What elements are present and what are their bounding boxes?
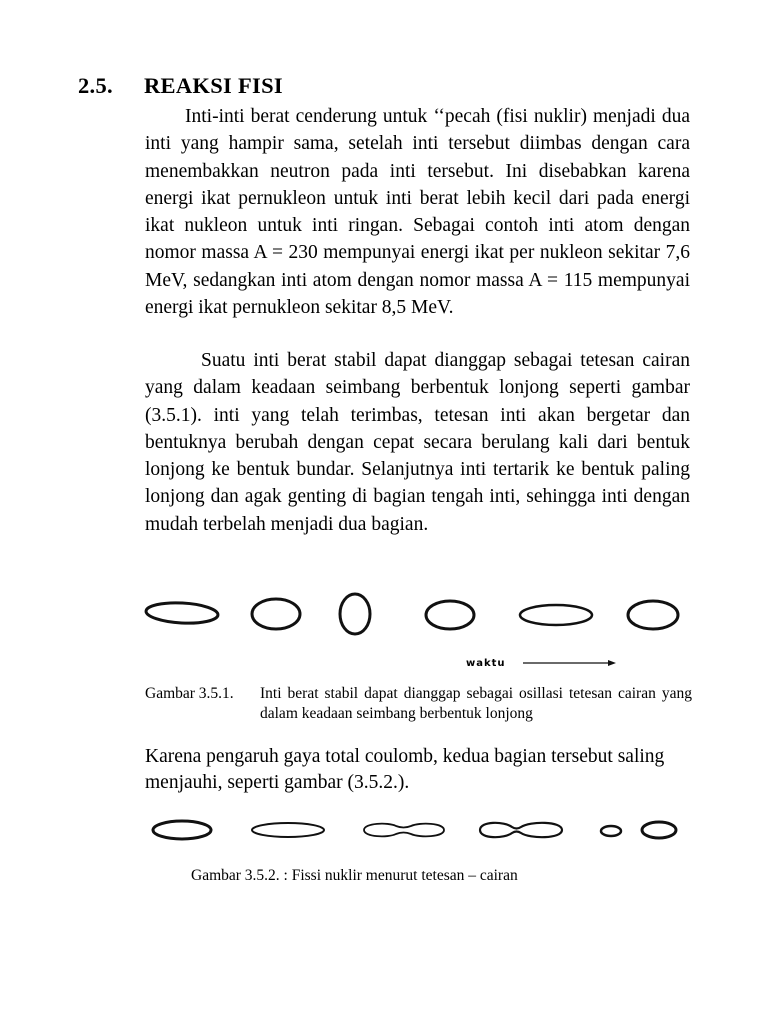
- fission-shape-4: [480, 823, 562, 837]
- fission-shape-2: [252, 823, 324, 837]
- paragraph-2: [145, 347, 690, 538]
- droplet-shape-4: [426, 601, 474, 629]
- section-number: 2.5.: [78, 73, 113, 98]
- droplet-shape-2: [252, 599, 300, 629]
- figure-droplet-oscillation: [138, 588, 698, 672]
- paragraph-3: [145, 744, 690, 796]
- figure-1-caption-label: Gambar 3.5.1.: [145, 685, 234, 702]
- paragraph-3-text: Karena pengaruh gaya total coulomb, kedua bagian tersebut saling menjauhi, seperti gambar (3.5.2.).: [145, 746, 665, 793]
- figure-1-caption-text: Inti berat stabil dapat dianggap sebagai osillasi tetesan cairan yang dalam keadaan seimbang berbentuk lonjong: [260, 685, 692, 722]
- figure-fission-sequence: [138, 812, 698, 852]
- droplet-shape-3: [340, 594, 370, 634]
- fission-shape-1: [153, 821, 211, 839]
- paragraph-1: [145, 103, 690, 321]
- droplet-shape-5: [520, 605, 592, 625]
- droplet-shape-6: [628, 601, 678, 629]
- figure-2-caption: Gambar 3.5.2. : Fissi nuklir menurut tetesan – cairan: [191, 867, 518, 884]
- section-title: REAKSI FISI: [144, 73, 283, 98]
- fission-shape-3: [364, 824, 444, 837]
- paragraph-2-text: Suatu inti berat stabil dapat dianggap sebagai tetesan cairan yang dalam keadaan seimbang berbentuk lonjong seperti gambar (3.5.1). inti yang telah terimbas, tetesan inti akan bergetar dan bentuknya berubah dengan cepat secara berulang kali dari bentuk lonjong ke bentuk bundar. Selanjutnya inti tertarik ke bentuk paling lonjong dan agak genting di bagian tengah inti, sehingga inti dengan mudah terbelah menjadi dua bagian.: [145, 350, 690, 535]
- time-axis-label: waktu: [466, 658, 506, 669]
- fission-fragment-large: [642, 822, 676, 838]
- fission-fragment-small: [601, 826, 621, 836]
- section-heading: [78, 73, 283, 99]
- paragraph-1-text: Inti-inti berat cenderung untuk ‘‘pecah (fisi nuklir) menjadi dua inti yang hampir sama, setelah inti tersebut diimbas dengan cara menembakkan neutron pada inti tersebut. Ini disebabkan karena energi ikat pernukleon untuk inti berat lebih kecil dari pada energi ikat nukleon untuk inti ringan. Sebagai contoh inti atom dengan nomor massa A = 230 mempunyai energi ikat per nukleon sekitar 7,6 MeV, sedangkan inti atom dengan nomor massa A = 115 mempunyai energi ikat pernukleon sekitar 8,5 MeV.: [145, 106, 690, 319]
- time-arrow-icon: [523, 660, 616, 666]
- droplet-shape-1: [146, 601, 219, 625]
